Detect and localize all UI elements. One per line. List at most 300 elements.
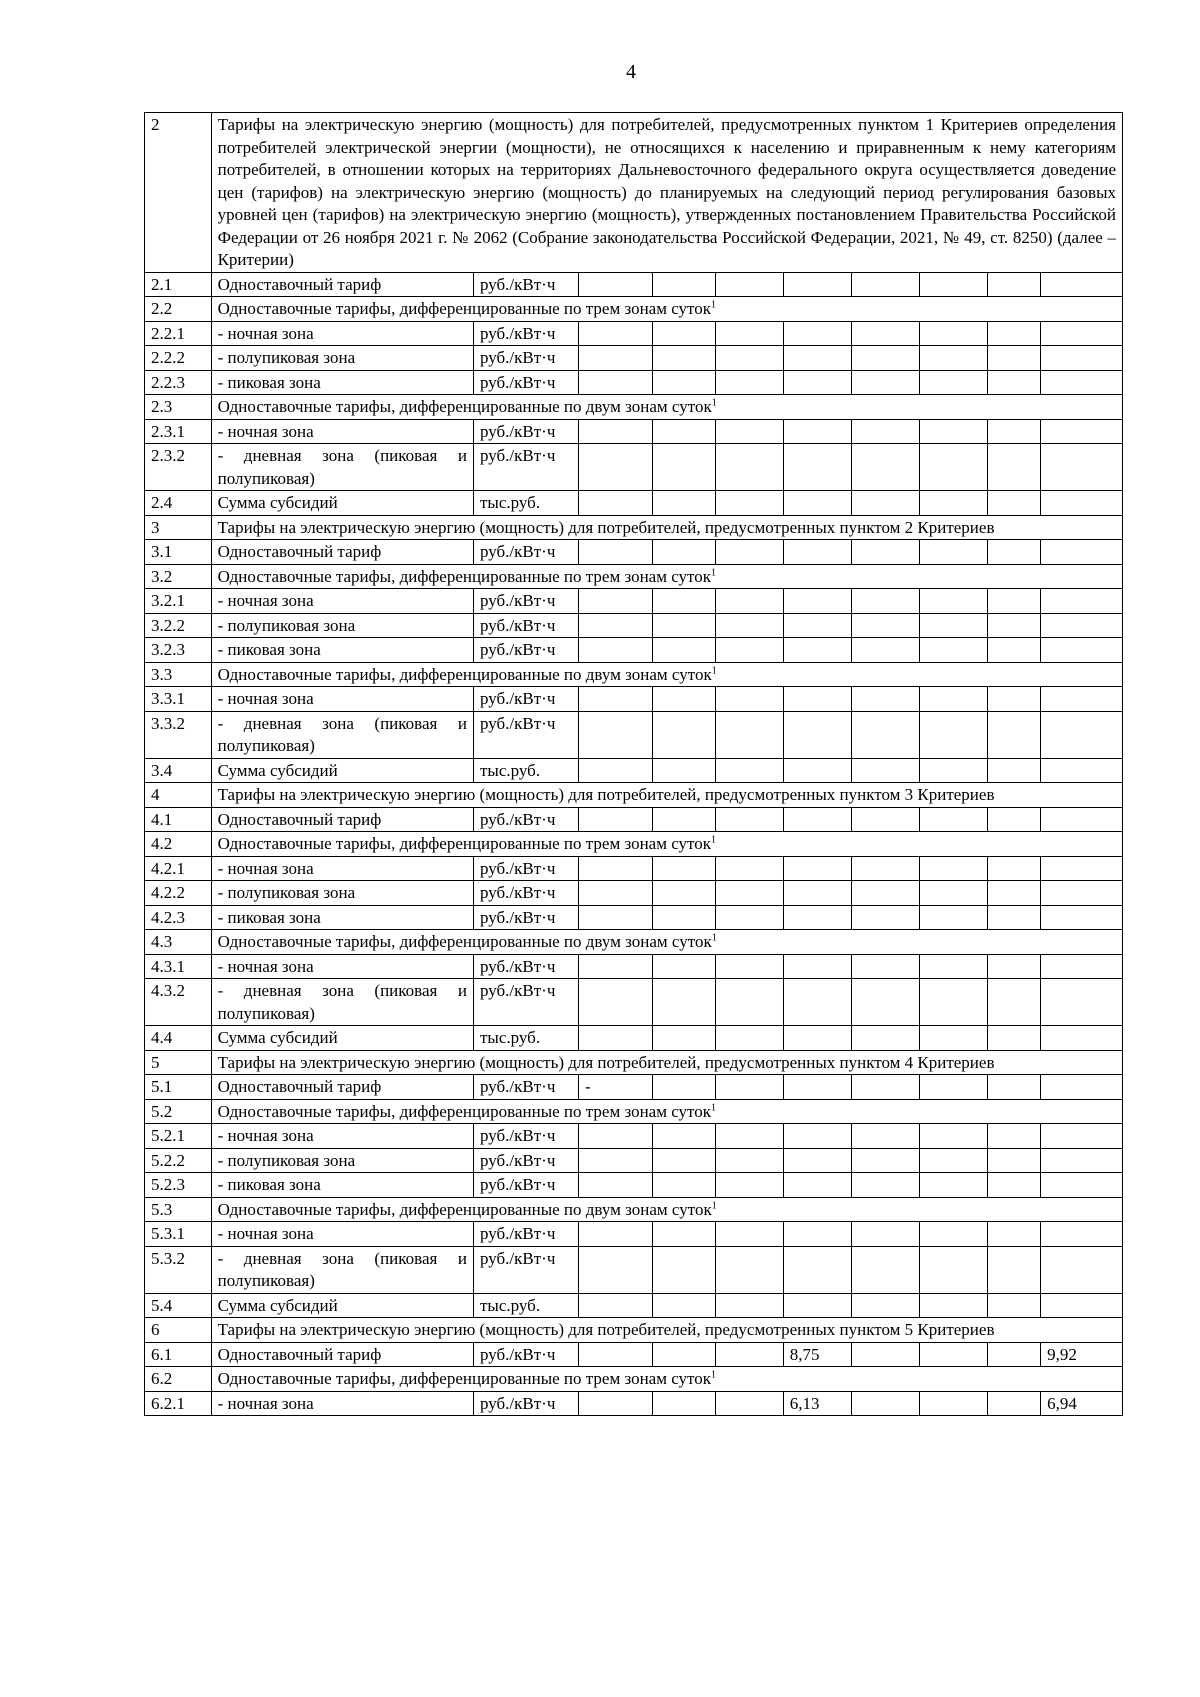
- row-unit: тыс.руб.: [473, 758, 578, 783]
- row-number: 6.2: [145, 1367, 212, 1392]
- section-row: [145, 113, 1123, 273]
- row-unit: руб./кВт·ч: [473, 272, 578, 297]
- value-cell: [578, 370, 652, 395]
- value-cell: [578, 491, 652, 516]
- value-cell: [920, 881, 988, 906]
- row-number: 5.1: [145, 1075, 212, 1100]
- value-cell: [783, 589, 852, 614]
- value-cell: [1041, 1124, 1123, 1149]
- value-cell: [920, 979, 988, 1026]
- row-name: - ночная зона: [211, 1222, 473, 1247]
- value-cell: [987, 1124, 1040, 1149]
- row-name: - пиковая зона: [211, 1173, 473, 1198]
- value-cell: [920, 370, 988, 395]
- row-name: Сумма субсидий: [211, 1293, 473, 1318]
- row-unit: руб./кВт·ч: [473, 1148, 578, 1173]
- row-name: - пиковая зона: [211, 638, 473, 663]
- value-cell: [987, 758, 1040, 783]
- value-cell: [783, 1222, 852, 1247]
- value-cell: [716, 419, 784, 444]
- row-number: 3.2.2: [145, 613, 212, 638]
- description-text: Одноставочные тарифы, дифференцированные по двум зонам суток: [217, 932, 712, 951]
- value-cell: [652, 1124, 716, 1149]
- value-cell: [652, 1342, 716, 1367]
- value-cell: [652, 370, 716, 395]
- row-unit: руб./кВт·ч: [473, 444, 578, 491]
- value-cell: [1041, 540, 1123, 565]
- section-description: [211, 783, 1122, 808]
- row-number: 5.2.2: [145, 1148, 212, 1173]
- value-cell: [920, 1148, 988, 1173]
- row-number: 5.2.3: [145, 1173, 212, 1198]
- value-cell: [1041, 711, 1123, 758]
- value-cell: [716, 711, 784, 758]
- value-cell: [578, 1026, 652, 1051]
- value-cell: [852, 1391, 920, 1416]
- value-cell: [783, 711, 852, 758]
- row-number: 5.2.1: [145, 1124, 212, 1149]
- value-cell: [920, 272, 988, 297]
- value-cell: [716, 370, 784, 395]
- group-description: [211, 930, 1122, 955]
- value-cell: [987, 540, 1040, 565]
- value-cell: [652, 807, 716, 832]
- row-name: - полупиковая зона: [211, 881, 473, 906]
- table-row: [145, 638, 1123, 663]
- row-unit: руб./кВт·ч: [473, 419, 578, 444]
- value-cell: [1041, 905, 1123, 930]
- value-cell: [652, 979, 716, 1026]
- value-cell: [652, 491, 716, 516]
- row-number: 4.2.1: [145, 856, 212, 881]
- value-cell: [1041, 370, 1123, 395]
- value-cell: [652, 758, 716, 783]
- value-cell: [852, 1342, 920, 1367]
- section-description: [211, 515, 1122, 540]
- row-number: 2.3.1: [145, 419, 212, 444]
- value-cell: [987, 589, 1040, 614]
- value-cell: [987, 272, 1040, 297]
- row-number: 5: [145, 1050, 212, 1075]
- value-cell: [716, 758, 784, 783]
- row-unit: руб./кВт·ч: [473, 1173, 578, 1198]
- value-cell: [852, 272, 920, 297]
- value-cell: [716, 638, 784, 663]
- row-unit: руб./кВт·ч: [473, 1342, 578, 1367]
- row-name: Одноставочный тариф: [211, 1342, 473, 1367]
- description-text: Одноставочные тарифы, дифференцированные по трем зонам суток: [217, 834, 712, 853]
- row-number: 4.3.1: [145, 954, 212, 979]
- value-cell: [852, 1293, 920, 1318]
- value-cell: [852, 979, 920, 1026]
- value-cell: [716, 1148, 784, 1173]
- value-cell: [652, 687, 716, 712]
- value-cell: [852, 856, 920, 881]
- row-name: Одноставочный тариф: [211, 272, 473, 297]
- value-cell: [578, 613, 652, 638]
- group-row: [145, 1197, 1123, 1222]
- row-number: 3.3: [145, 662, 212, 687]
- value-cell: [852, 687, 920, 712]
- value-cell: [783, 1246, 852, 1293]
- row-number: 4.2.2: [145, 881, 212, 906]
- value-cell: [783, 954, 852, 979]
- value-cell: [578, 758, 652, 783]
- value-cell: [920, 807, 988, 832]
- value-cell: [987, 954, 1040, 979]
- value-cell: [716, 613, 784, 638]
- row-unit: руб./кВт·ч: [473, 905, 578, 930]
- value-cell: [1041, 856, 1123, 881]
- value-cell: [920, 856, 988, 881]
- value-cell: [783, 807, 852, 832]
- row-unit: руб./кВт·ч: [473, 1124, 578, 1149]
- table-row: [145, 613, 1123, 638]
- section-description: [211, 1050, 1122, 1075]
- group-description: [211, 395, 1122, 420]
- value-cell: [783, 1293, 852, 1318]
- row-unit: руб./кВт·ч: [473, 321, 578, 346]
- row-name: - ночная зона: [211, 589, 473, 614]
- row-unit: руб./кВт·ч: [473, 807, 578, 832]
- description-text: Одноставочные тарифы, дифференцированные по двум зонам суток: [217, 1199, 712, 1219]
- description-text: Тарифы на электрическую энергию (мощность) для потребителей, предусмотренных пунктом 3 Критериев: [217, 785, 995, 804]
- group-row: [145, 1099, 1123, 1124]
- row-number: 3: [145, 515, 212, 540]
- description-text: Тарифы на электрическую энергию (мощность) для потребителей, предусмотренных пунктом 5 Критериев: [217, 1320, 995, 1339]
- value-cell: [920, 613, 988, 638]
- value-cell: [652, 321, 716, 346]
- value-cell: [716, 905, 784, 930]
- row-number: 3.3.2: [145, 711, 212, 758]
- row-number: 2.3: [145, 395, 212, 420]
- group-description: [211, 662, 1122, 687]
- value-cell: [716, 444, 784, 491]
- table-row: [145, 711, 1123, 758]
- value-cell: [783, 419, 852, 444]
- group-row: [145, 297, 1123, 322]
- group-row: [145, 564, 1123, 589]
- table-row: [145, 905, 1123, 930]
- value-cell: [1041, 444, 1123, 491]
- row-unit: руб./кВт·ч: [473, 589, 578, 614]
- value-cell: [783, 758, 852, 783]
- value-cell: [652, 1293, 716, 1318]
- row-number: 4: [145, 783, 212, 808]
- value-cell: [920, 1246, 988, 1293]
- description-text: Одноставочные тарифы, дифференцированные по двум зонам суток: [217, 397, 712, 416]
- value-cell: [578, 540, 652, 565]
- value-cell: [1041, 491, 1123, 516]
- row-unit: руб./кВт·ч: [473, 370, 578, 395]
- row-number: 3.2: [145, 564, 212, 589]
- value-cell: [920, 1222, 988, 1247]
- value-cell: [652, 613, 716, 638]
- row-number: 2.4: [145, 491, 212, 516]
- value-cell: [987, 711, 1040, 758]
- value-cell: [920, 758, 988, 783]
- value-cell: [783, 1124, 852, 1149]
- value-cell: [652, 1173, 716, 1198]
- row-number: 5.3.1: [145, 1222, 212, 1247]
- row-unit: руб./кВт·ч: [473, 1222, 578, 1247]
- value-cell: [652, 272, 716, 297]
- table-row: [145, 370, 1123, 395]
- group-description: [211, 297, 1122, 322]
- value-cell: [987, 444, 1040, 491]
- description-text: Одноставочные тарифы, дифференцированные по трем зонам суток: [217, 299, 712, 318]
- value-cell: [716, 856, 784, 881]
- value-cell: [1041, 419, 1123, 444]
- value-cell: [987, 1075, 1040, 1100]
- table-row: [145, 1124, 1123, 1149]
- value-cell: [920, 419, 988, 444]
- value-cell: [578, 954, 652, 979]
- value-cell: [716, 589, 784, 614]
- row-name: - ночная зона: [211, 1391, 473, 1416]
- row-number: 4.2.3: [145, 905, 212, 930]
- description-text: Тарифы на электрическую энергию (мощность) для потребителей, предусмотренных пунктом 1 Критериев определения потребителей электрической энергии (мощности), не относящихся к населению и приравненным к нему категориям потребителей, в отношении которых на территориях Дальневосточного федерального округа осуществляется доведение цен (тарифов) на электрическую энергию (мощность) до планируемых на следующий период регулирования базовых уровней цен (тарифов) на электрическую энергию (мощность), утвержденных постановлением Правительства Российской Федерации от 26 ноября 2021 г. № 2062 (Собрание законодательства Российской Федерации, 2021, № 49, ст. 8250) (далее – Критерии): [217, 115, 1116, 269]
- value-cell: [652, 856, 716, 881]
- value-cell: [987, 881, 1040, 906]
- section-row: [145, 515, 1123, 540]
- table-row: [145, 1391, 1123, 1416]
- table-row: [145, 954, 1123, 979]
- value-cell: [920, 1391, 988, 1416]
- value-cell: [783, 540, 852, 565]
- value-cell: -: [578, 1075, 652, 1100]
- row-name: Сумма субсидий: [211, 1026, 473, 1051]
- value-cell: [1041, 881, 1123, 906]
- description-text: Тарифы на электрическую энергию (мощность) для потребителей, предусмотренных пунктом 2 Критериев: [217, 517, 995, 537]
- value-cell: [783, 272, 852, 297]
- value-cell: [716, 1026, 784, 1051]
- row-name: Одноставочный тариф: [211, 807, 473, 832]
- value-cell: 6,13: [783, 1391, 852, 1416]
- row-unit: руб./кВт·ч: [473, 638, 578, 663]
- value-cell: [578, 687, 652, 712]
- footnote-mark: 1: [711, 1369, 717, 1381]
- page-number: 4: [626, 61, 636, 83]
- row-number: 6.1: [145, 1342, 212, 1367]
- value-cell: [1041, 1173, 1123, 1198]
- value-cell: [578, 1148, 652, 1173]
- value-cell: [716, 346, 784, 371]
- row-number: 3.2.1: [145, 589, 212, 614]
- row-name: - ночная зона: [211, 1124, 473, 1149]
- row-unit: руб./кВт·ч: [473, 954, 578, 979]
- value-cell: [783, 979, 852, 1026]
- value-cell: [578, 321, 652, 346]
- row-number: 5.2: [145, 1099, 212, 1124]
- value-cell: [852, 1246, 920, 1293]
- description-text: Одноставочные тарифы, дифференцированные по трем зонам суток: [217, 1101, 712, 1121]
- row-number: 2.1: [145, 272, 212, 297]
- group-row: [145, 395, 1123, 420]
- tariff-table: [144, 112, 1123, 1416]
- row-number: 2.2.3: [145, 370, 212, 395]
- row-number: 2.2.2: [145, 346, 212, 371]
- value-cell: [852, 1173, 920, 1198]
- row-name: Сумма субсидий: [211, 491, 473, 516]
- row-unit: руб./кВт·ч: [473, 540, 578, 565]
- value-cell: [987, 1246, 1040, 1293]
- value-cell: [920, 1124, 988, 1149]
- group-description: [211, 1367, 1122, 1392]
- value-cell: [716, 954, 784, 979]
- value-cell: [783, 491, 852, 516]
- value-cell: [578, 589, 652, 614]
- row-number: 5.4: [145, 1293, 212, 1318]
- row-unit: руб./кВт·ч: [473, 856, 578, 881]
- value-cell: [716, 881, 784, 906]
- value-cell: [852, 1026, 920, 1051]
- value-cell: [987, 370, 1040, 395]
- value-cell: [987, 687, 1040, 712]
- table-row: [145, 1173, 1123, 1198]
- row-number: 4.3: [145, 930, 212, 955]
- value-cell: [652, 1026, 716, 1051]
- group-description: [211, 832, 1122, 857]
- value-cell: [783, 1026, 852, 1051]
- row-name: - дневная зона (пиковая и полупиковая): [211, 1246, 473, 1293]
- value-cell: [987, 905, 1040, 930]
- value-cell: [578, 881, 652, 906]
- value-cell: [716, 807, 784, 832]
- value-cell: [852, 491, 920, 516]
- description-text: Тарифы на электрическую энергию (мощность) для потребителей, предусмотренных пунктом 4 Критериев: [217, 1052, 995, 1072]
- value-cell: [578, 1246, 652, 1293]
- value-cell: [920, 638, 988, 663]
- table-row: [145, 758, 1123, 783]
- value-cell: [920, 1293, 988, 1318]
- row-name: - полупиковая зона: [211, 346, 473, 371]
- table-body: [145, 113, 1123, 1416]
- value-cell: [1041, 1293, 1123, 1318]
- description-text: Одноставочные тарифы, дифференцированные по трем зонам суток: [217, 1369, 712, 1388]
- value-cell: 8,75: [783, 1342, 852, 1367]
- value-cell: [852, 613, 920, 638]
- row-unit: руб./кВт·ч: [473, 1391, 578, 1416]
- value-cell: [852, 321, 920, 346]
- value-cell: [578, 1173, 652, 1198]
- value-cell: [920, 321, 988, 346]
- row-unit: руб./кВт·ч: [473, 979, 578, 1026]
- value-cell: [652, 589, 716, 614]
- value-cell: [1041, 979, 1123, 1026]
- row-number: 3.1: [145, 540, 212, 565]
- value-cell: [652, 444, 716, 491]
- table-row: [145, 1222, 1123, 1247]
- table-row: [145, 491, 1123, 516]
- value-cell: [852, 346, 920, 371]
- value-cell: [920, 346, 988, 371]
- footnote-mark: 1: [711, 1101, 717, 1113]
- group-description: [211, 564, 1122, 589]
- value-cell: [920, 711, 988, 758]
- value-cell: [852, 540, 920, 565]
- value-cell: [652, 1148, 716, 1173]
- row-name: Сумма субсидий: [211, 758, 473, 783]
- footnote-mark: 1: [711, 566, 717, 578]
- value-cell: [578, 807, 652, 832]
- footnote-mark: 1: [711, 664, 717, 676]
- value-cell: [578, 638, 652, 663]
- value-cell: [578, 444, 652, 491]
- value-cell: [987, 1173, 1040, 1198]
- value-cell: [920, 589, 988, 614]
- value-cell: [578, 1222, 652, 1247]
- value-cell: [716, 687, 784, 712]
- row-name: - пиковая зона: [211, 370, 473, 395]
- value-cell: [920, 491, 988, 516]
- row-number: 6.2.1: [145, 1391, 212, 1416]
- value-cell: [1041, 346, 1123, 371]
- value-cell: [987, 807, 1040, 832]
- value-cell: [1041, 1075, 1123, 1100]
- row-name: - ночная зона: [211, 419, 473, 444]
- value-cell: [578, 1342, 652, 1367]
- value-cell: [783, 613, 852, 638]
- row-number: 5.3.2: [145, 1246, 212, 1293]
- value-cell: [716, 979, 784, 1026]
- value-cell: [852, 638, 920, 663]
- value-cell: [783, 687, 852, 712]
- value-cell: [987, 321, 1040, 346]
- value-cell: [920, 540, 988, 565]
- value-cell: [578, 346, 652, 371]
- value-cell: [920, 1026, 988, 1051]
- value-cell: [783, 444, 852, 491]
- table-row: [145, 687, 1123, 712]
- value-cell: [716, 1391, 784, 1416]
- group-description: [211, 1197, 1122, 1222]
- value-cell: [852, 1124, 920, 1149]
- value-cell: [852, 905, 920, 930]
- value-cell: [1041, 638, 1123, 663]
- value-cell: [783, 1075, 852, 1100]
- value-cell: [652, 881, 716, 906]
- value-cell: [852, 1148, 920, 1173]
- value-cell: [716, 272, 784, 297]
- footnote-mark: 1: [711, 1199, 717, 1211]
- section-row: [145, 1050, 1123, 1075]
- section-description: [211, 1318, 1122, 1343]
- row-name: - дневная зона (пиковая и полупиковая): [211, 711, 473, 758]
- row-number: 4.2: [145, 832, 212, 857]
- value-cell: [1041, 1246, 1123, 1293]
- group-row: [145, 1367, 1123, 1392]
- table-row: [145, 321, 1123, 346]
- value-cell: [852, 954, 920, 979]
- value-cell: [852, 807, 920, 832]
- row-name: - ночная зона: [211, 856, 473, 881]
- value-cell: [578, 1391, 652, 1416]
- value-cell: [783, 638, 852, 663]
- row-name: - ночная зона: [211, 321, 473, 346]
- value-cell: [852, 370, 920, 395]
- section-row: [145, 783, 1123, 808]
- table-row: [145, 1246, 1123, 1293]
- row-unit: тыс.руб.: [473, 491, 578, 516]
- group-description: [211, 1099, 1122, 1124]
- value-cell: [578, 711, 652, 758]
- value-cell: [652, 1246, 716, 1293]
- value-cell: [852, 758, 920, 783]
- row-name: - дневная зона (пиковая и полупиковая): [211, 979, 473, 1026]
- value-cell: [987, 613, 1040, 638]
- value-cell: [652, 540, 716, 565]
